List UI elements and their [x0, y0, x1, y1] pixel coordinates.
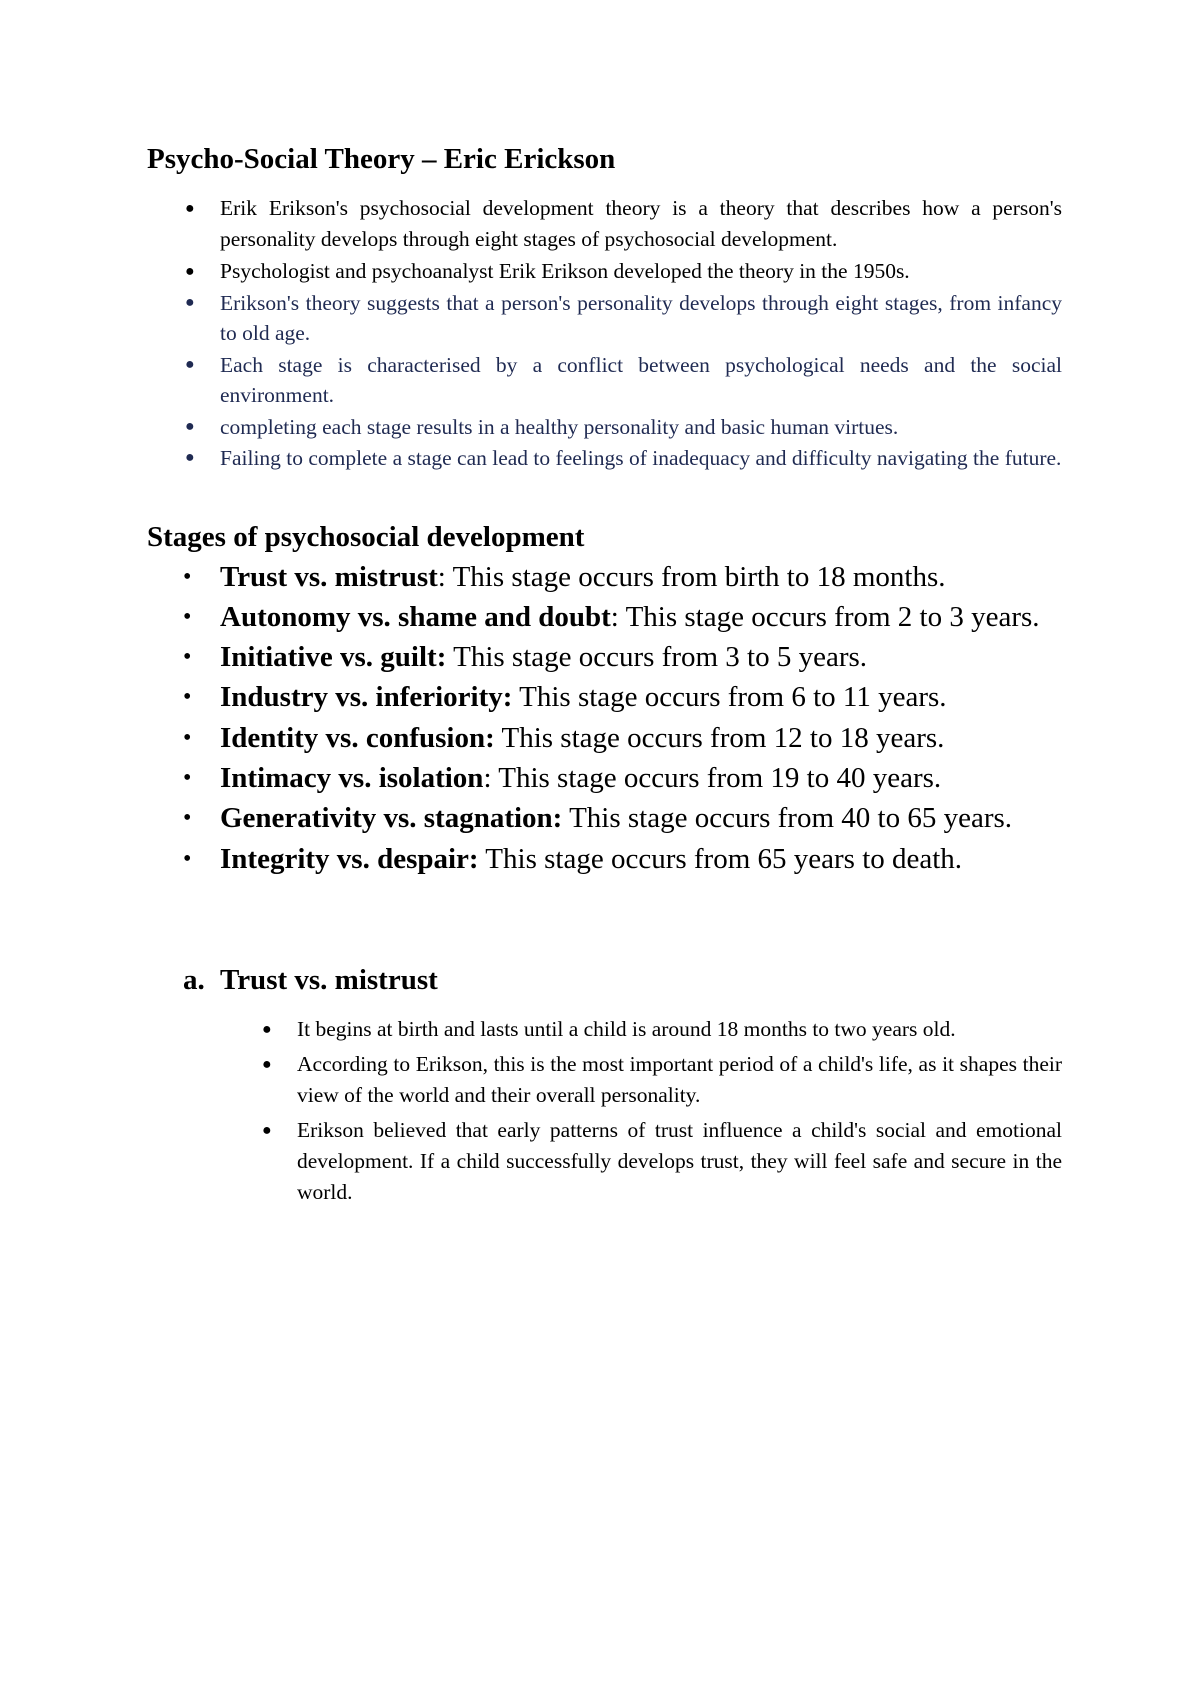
intro-item	[147, 350, 1062, 411]
stage-name: Industry vs. inferiority:	[220, 681, 513, 714]
stage-description: This stage occurs from 19 to 40 years.	[491, 762, 942, 795]
section-a-item-text: It begins at birth and lasts until a child is around 18 months to two years old.	[297, 1016, 956, 1041]
section-a-item-text: According to Erikson, this is the most important period of a child's life, as it shapes their view of the world and their overall personality.	[297, 1051, 1062, 1107]
stage-description: This stage occurs from 65 years to death.	[478, 842, 963, 875]
stage-bullet-icon: •	[183, 724, 192, 751]
intro-item	[147, 288, 1062, 349]
stage-description: This stage occurs from 6 to 11 years.	[512, 681, 947, 714]
stage-bullet-icon: •	[183, 805, 192, 832]
bullet-icon: ●	[185, 355, 195, 373]
bullet-icon: ●	[262, 1020, 272, 1038]
section-a-list	[147, 1014, 1062, 1208]
bullet-icon: ●	[185, 449, 195, 467]
section-a-title: Trust vs. mistrust	[220, 963, 438, 996]
stage-name: Autonomy vs. shame and doubt	[220, 600, 611, 633]
stage-description: This stage occurs from 12 to 18 years.	[494, 721, 945, 754]
section-a-heading	[147, 963, 1062, 998]
section-a-marker: a.	[183, 963, 205, 996]
stage-item	[147, 557, 1062, 597]
intro-item-text: completing each stage results in a healthy personality and basic human virtues.	[220, 414, 899, 439]
section-a-item	[147, 1014, 1062, 1045]
stage-name: Identity vs. confusion:	[220, 721, 495, 754]
stage-separator: :	[610, 600, 619, 633]
stage-separator: :	[437, 560, 446, 593]
stage-bullet-icon: •	[183, 765, 192, 792]
stage-name: Initiative vs. guilt:	[220, 641, 447, 674]
intro-item-text: Erikson's theory suggests that a person's personality develops through eight stages, from infancy to old age.	[220, 290, 1062, 346]
stage-bullet-icon: •	[183, 684, 192, 711]
intro-item	[147, 443, 1062, 474]
stage-item	[147, 758, 1062, 798]
stage-item	[147, 597, 1062, 637]
stage-name: Trust vs. mistrust	[220, 560, 438, 593]
intro-item	[147, 412, 1062, 443]
bullet-icon: ●	[262, 1121, 272, 1139]
bullet-icon: ●	[262, 1055, 272, 1073]
stage-description: This stage occurs from 2 to 3 years.	[618, 600, 1040, 633]
stage-item	[147, 637, 1062, 677]
bullet-icon: ●	[185, 262, 195, 280]
stage-item	[147, 677, 1062, 717]
stage-item	[147, 798, 1062, 838]
stage-name: Generativity vs. stagnation:	[220, 802, 563, 835]
stage-name: Integrity vs. despair:	[220, 842, 479, 875]
stage-description: This stage occurs from 40 to 65 years.	[562, 802, 1013, 835]
bullet-icon: ●	[185, 199, 195, 217]
stage-bullet-icon: •	[183, 644, 192, 671]
stage-item	[147, 718, 1062, 758]
stage-bullet-icon: •	[183, 563, 192, 590]
intro-item-text: Psychologist and psychoanalyst Erik Erikson developed the theory in the 1950s.	[220, 258, 910, 283]
stage-bullet-icon: •	[183, 603, 192, 630]
section-a-item	[147, 1115, 1062, 1208]
intro-item-text: Each stage is characterised by a conflict between psychological needs and the social environment.	[220, 352, 1062, 408]
bullet-icon: ●	[185, 417, 195, 435]
document-page	[147, 142, 1062, 1212]
intro-item-text: Failing to complete a stage can lead to feelings of inadequacy and difficulty navigating the future.	[220, 446, 1062, 471]
stage-bullet-icon: •	[183, 845, 192, 872]
stages-heading: Stages of psychosocial development	[147, 520, 585, 553]
intro-item	[147, 193, 1062, 255]
section-a-item	[147, 1049, 1062, 1111]
stage-item	[147, 839, 1062, 879]
intro-list	[147, 193, 1062, 474]
stage-description: This stage occurs from 3 to 5 years.	[446, 641, 868, 674]
stage-separator: :	[483, 762, 492, 795]
stage-name: Intimacy vs. isolation	[220, 762, 484, 795]
intro-item	[147, 256, 1062, 287]
bullet-icon: ●	[185, 293, 195, 311]
intro-item-text: Erik Erikson's psychosocial development theory is a theory that describes how a person's personality develops through eight stages of psychosocial development.	[220, 195, 1062, 251]
stages-list	[147, 557, 1062, 879]
stage-description: This stage occurs from birth to 18 months.	[445, 560, 946, 593]
document-title: Psycho-Social Theory – Eric Erickson	[147, 143, 616, 175]
section-a-item-text: Erikson believed that early patterns of trust influence a child's social and emotional development. If a child successfully develops trust, they will feel safe and secure in the world.	[297, 1117, 1062, 1204]
